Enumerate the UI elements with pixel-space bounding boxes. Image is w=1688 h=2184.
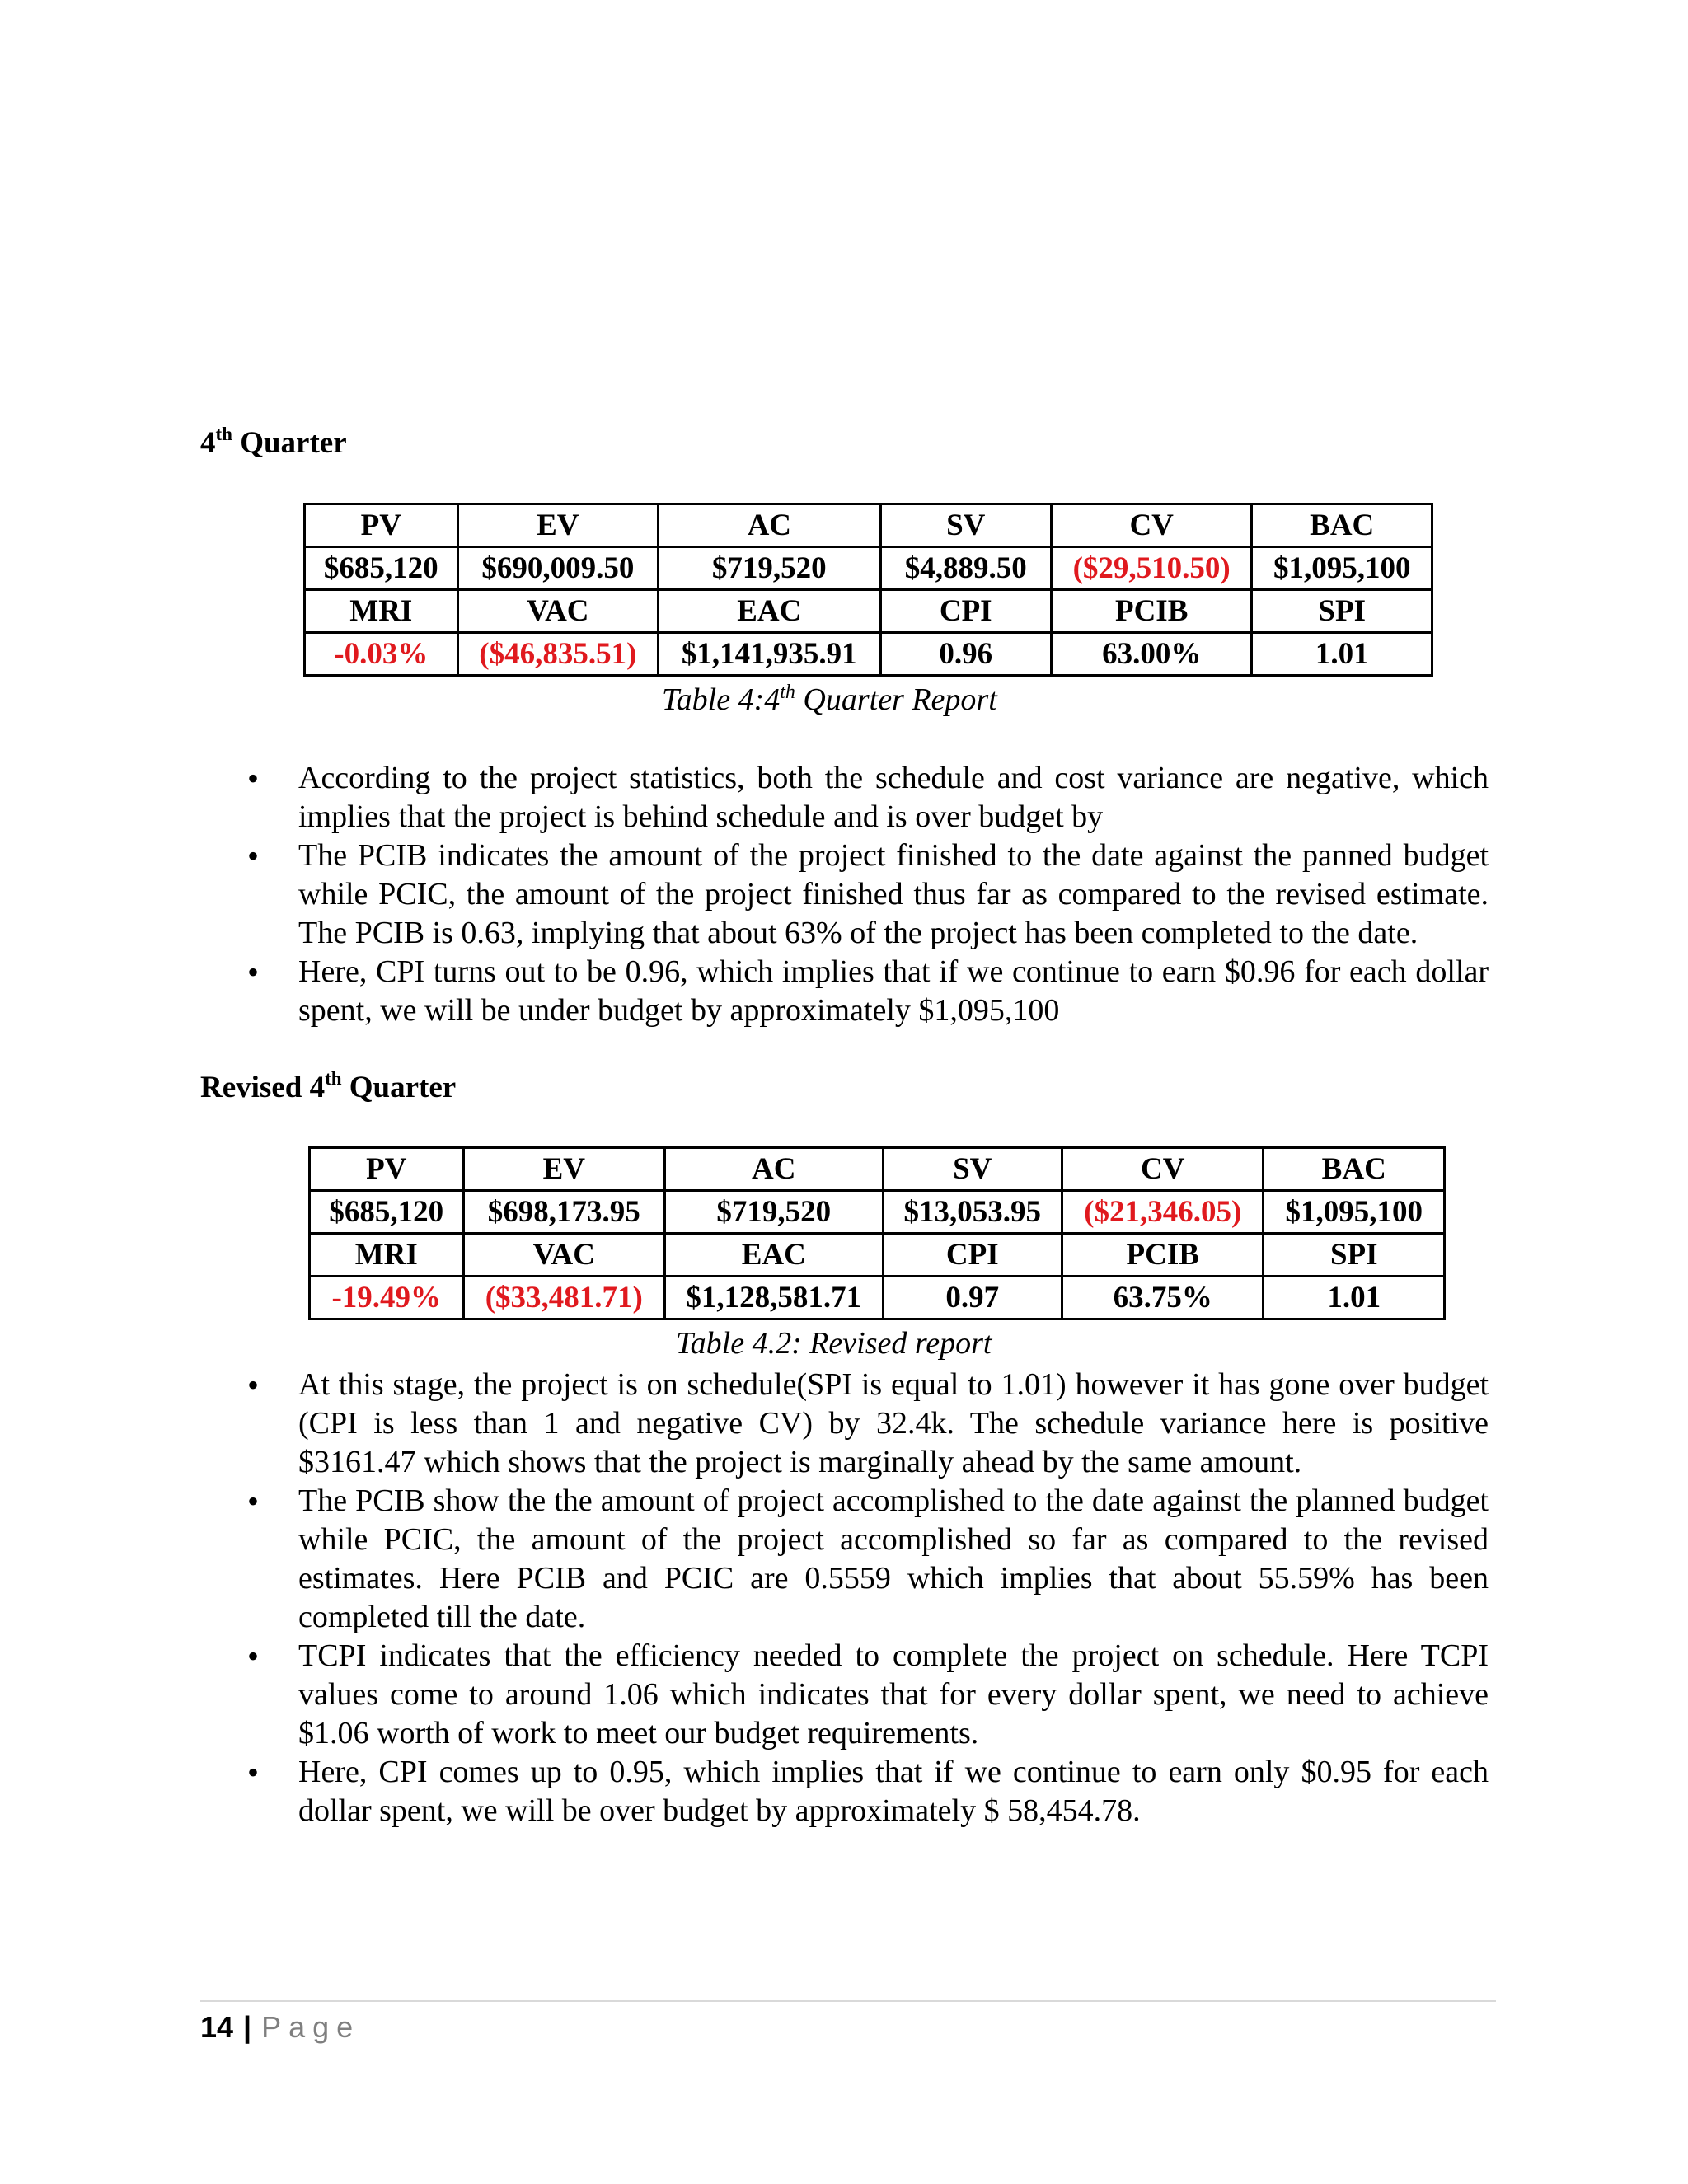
bullet-item: • TCPI indicates that the efficiency needed to complete the project on schedule. Here TCPI values come to around 1.06 which indicates that for every dollar spent, we need to achieve $1.06 worth of work to meet our budget requirements. bbox=[298, 1637, 1489, 1753]
caption-prefix: Table 4:4 bbox=[662, 682, 781, 717]
table-cell: $13,053.95 bbox=[883, 1191, 1062, 1234]
table-cell: $1,095,100 bbox=[1252, 547, 1432, 590]
caption-superscript: th bbox=[780, 682, 795, 703]
table-cell: 0.97 bbox=[883, 1277, 1062, 1319]
table-cell: PCIB bbox=[1062, 1234, 1264, 1277]
heading-superscript: th bbox=[215, 424, 232, 444]
table-cell: VAC bbox=[457, 590, 659, 633]
quarter-report-table bbox=[303, 503, 1433, 677]
table-cell: CPI bbox=[883, 1234, 1062, 1277]
table-cell: AC bbox=[659, 504, 880, 547]
table-row bbox=[310, 1148, 1445, 1191]
table-cell: EAC bbox=[659, 590, 880, 633]
table-cell: PV bbox=[305, 504, 458, 547]
table-cell-negative: ($21,346.05) bbox=[1062, 1191, 1264, 1234]
table-cell-negative: -0.03% bbox=[305, 633, 458, 676]
section-heading-4th-quarter bbox=[200, 425, 347, 462]
bullet-item: • The PCIB indicates the amount of the project finished to the date against the panned budget while PCIC, the amount of the project finished thus far as compared to the revised estimate. The PCIB is 0.63, implying that about 63% of the project has been completed to the date. bbox=[298, 837, 1489, 953]
table-cell: MRI bbox=[310, 1234, 464, 1277]
footer-separator: | bbox=[243, 2010, 252, 2044]
table-cell: BAC bbox=[1252, 504, 1432, 547]
page-number: 14 bbox=[200, 2010, 234, 2044]
page-footer bbox=[200, 2009, 360, 2046]
table-cell: EV bbox=[463, 1148, 664, 1191]
table-cell: SPI bbox=[1264, 1234, 1445, 1277]
table-cell: EV bbox=[457, 504, 659, 547]
table-row bbox=[310, 1277, 1445, 1319]
caption-suffix: Quarter Report bbox=[795, 682, 997, 717]
table-cell: 1.01 bbox=[1264, 1277, 1445, 1319]
table-row bbox=[305, 633, 1432, 676]
bullet-item: • Here, CPI turns out to be 0.96, which implies that if we continue to earn $0.96 for each dollar spent, we will be under budget by approximately $1,095,100 bbox=[298, 953, 1489, 1030]
table-cell: $719,520 bbox=[665, 1191, 883, 1234]
table-cell-negative: -19.49% bbox=[310, 1277, 464, 1319]
table-cell-negative: ($29,510.50) bbox=[1051, 547, 1252, 590]
table-cell: AC bbox=[665, 1148, 883, 1191]
table-cell: EAC bbox=[665, 1234, 883, 1277]
bullet-item: • At this stage, the project is on schedule(SPI is equal to 1.01) however it has gone over budget (CPI is less than 1 and negative CV) by 32.4k. The schedule variance here is positive $3161.47 which shows that the project is marginally ahead by the same amount. bbox=[298, 1366, 1489, 1482]
table-cell: $1,128,581.71 bbox=[665, 1277, 883, 1319]
table-cell: SV bbox=[883, 1148, 1062, 1191]
revised-report-table bbox=[308, 1146, 1446, 1320]
table-cell: $685,120 bbox=[310, 1191, 464, 1234]
table-cell: BAC bbox=[1264, 1148, 1445, 1191]
table-cell: CPI bbox=[880, 590, 1051, 633]
bullet-item: • Here, CPI comes up to 0.95, which implies that if we continue to earn only $0.95 for each dollar spent, we will be over budget by approximately $ 58,454.78. bbox=[298, 1753, 1489, 1830]
footer-divider bbox=[200, 2000, 1496, 2002]
table-caption bbox=[676, 1325, 992, 1361]
table-row bbox=[305, 547, 1432, 590]
table-row bbox=[305, 504, 1432, 547]
table-cell: $4,889.50 bbox=[880, 547, 1051, 590]
heading-prefix: 4 bbox=[200, 426, 216, 460]
table-cell: $719,520 bbox=[659, 547, 880, 590]
table-row bbox=[305, 590, 1432, 633]
heading-suffix: Quarter bbox=[232, 426, 347, 460]
table-cell-negative: ($46,835.51) bbox=[457, 633, 659, 676]
table-caption bbox=[662, 682, 997, 718]
table-cell: $1,095,100 bbox=[1264, 1191, 1445, 1234]
section-heading-revised-4th-quarter bbox=[200, 1070, 456, 1106]
table-cell: VAC bbox=[463, 1234, 664, 1277]
table-cell: 63.75% bbox=[1062, 1277, 1264, 1319]
page-label: Page bbox=[261, 2010, 361, 2044]
bullet-item: • The PCIB show the the amount of project accomplished to the date against the planned budget while PCIC, the amount of the project accomplished so far as compared to the revised estimates. Here PCIB and PCIC are 0.5559 which implies that about 55.59% has been completed till the date. bbox=[298, 1482, 1489, 1637]
table-cell: SPI bbox=[1252, 590, 1432, 633]
table-cell: 63.00% bbox=[1051, 633, 1252, 676]
table-row bbox=[310, 1191, 1445, 1234]
table-cell: CV bbox=[1051, 504, 1252, 547]
table-cell: SV bbox=[880, 504, 1051, 547]
table-cell: 1.01 bbox=[1252, 633, 1432, 676]
table-cell: $690,009.50 bbox=[457, 547, 659, 590]
heading-suffix: Quarter bbox=[341, 1071, 457, 1104]
analysis-bullet-list bbox=[298, 759, 1489, 1030]
table-row bbox=[310, 1234, 1445, 1277]
table-cell: 0.96 bbox=[880, 633, 1051, 676]
table-cell: PV bbox=[310, 1148, 464, 1191]
table-cell: PCIB bbox=[1051, 590, 1252, 633]
table-cell-negative: ($33,481.71) bbox=[463, 1277, 664, 1319]
table-cell: CV bbox=[1062, 1148, 1264, 1191]
table-cell: $1,141,935.91 bbox=[659, 633, 880, 676]
caption-text: Table 4.2: Revised report bbox=[676, 1326, 992, 1361]
revised-analysis-bullet-list bbox=[298, 1366, 1489, 1830]
heading-prefix: Revised 4 bbox=[200, 1071, 326, 1104]
table-cell: $685,120 bbox=[305, 547, 458, 590]
table-cell: MRI bbox=[305, 590, 458, 633]
bullet-item: • According to the project statistics, both the schedule and cost variance are negative, which implies that the project is behind schedule and is over budget by bbox=[298, 759, 1489, 837]
heading-superscript: th bbox=[325, 1068, 342, 1089]
table-cell: $698,173.95 bbox=[463, 1191, 664, 1234]
